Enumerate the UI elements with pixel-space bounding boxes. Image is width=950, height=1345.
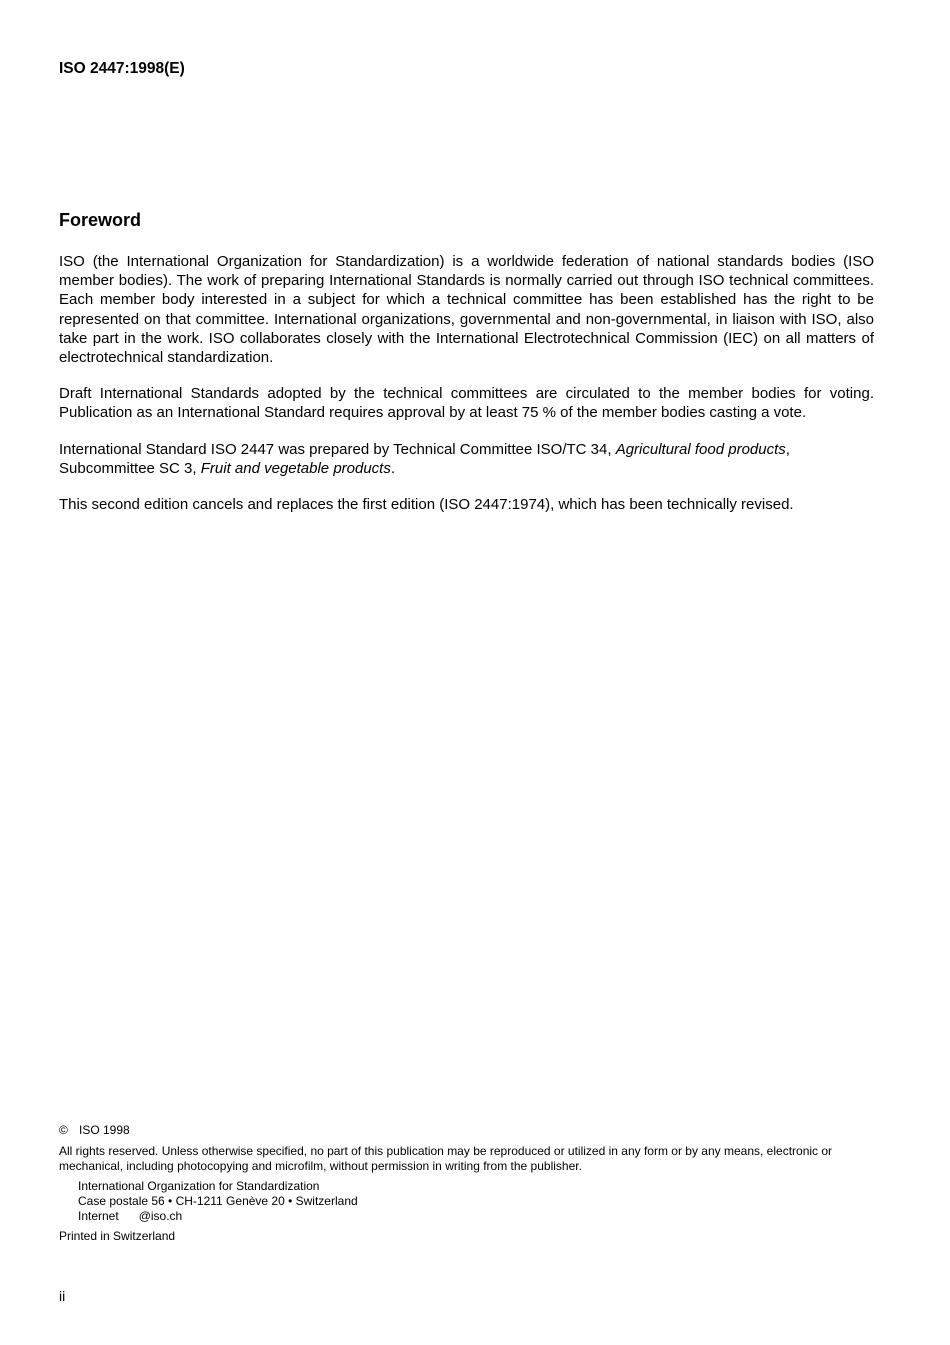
foreword-body	[59, 252, 874, 531]
copyright-line	[59, 1123, 874, 1138]
document-id: ISO 2447:1998(E)	[59, 60, 185, 77]
para3-text-2: , Subcommittee SC 3,	[59, 440, 790, 477]
rights-statement: All rights reserved. Unless otherwise specified, no part of this publication may be reproduced or utilized in any form or by any means, electronic or mechanical, including photocopying and microfilm, without permission in writing from the publisher.	[59, 1144, 833, 1173]
internet-label: Internet	[78, 1209, 119, 1223]
copyright-footer	[59, 1123, 874, 1244]
internet-line	[78, 1209, 874, 1224]
foreword-title: Foreword	[59, 210, 142, 230]
subcommittee-name: Fruit and vegetable products	[200, 459, 391, 477]
para3-text-3: .	[390, 459, 396, 477]
org-address: Case postale 56 • CH-1211 Genève 20 • Switzerland	[78, 1194, 358, 1208]
foreword-paragraph-2: Draft International Standards adopted by the technical committees are circulated to the member bodies for voting. Publication as an International Standard requires approval by at least 75 % of the member bodies casting a vote.	[59, 385, 874, 422]
foreword-paragraph-3	[59, 440, 874, 478]
foreword-paragraph-4: This second edition cancels and replaces the first edition (ISO 2447:1974), which has been technically revised.	[59, 496, 794, 514]
para3-text-1: International Standard ISO 2447 was prepared by Technical Committee ISO/TC 34,	[59, 440, 616, 458]
printed-location: Printed in Switzerland	[59, 1229, 176, 1243]
copyright-text: ISO 1998	[79, 1123, 130, 1137]
internet-value: @iso.ch	[138, 1209, 183, 1223]
copyright-symbol: ©	[59, 1123, 68, 1137]
publisher-address	[78, 1179, 874, 1224]
foreword-paragraph-1: ISO (the International Organization for Standardization) is a worldwide federation of national standards bodies (ISO member bodies). The work of preparing International Standards is normally carried out through ISO technical committees. Each member body interested in a subject for which a technical committee has been established has the right to be represented on that committee. International organizations, governmental and non-governmental, in liaison with ISO, also take part in the work. ISO collaborates closely with the International Electrotechnical Commission (IEC) on all matters of electrotechnical standardization.	[59, 253, 874, 367]
committee-name: Agricultural food products	[615, 440, 786, 458]
org-name: International Organization for Standardization	[78, 1179, 320, 1193]
page-number: ii	[59, 1288, 66, 1304]
